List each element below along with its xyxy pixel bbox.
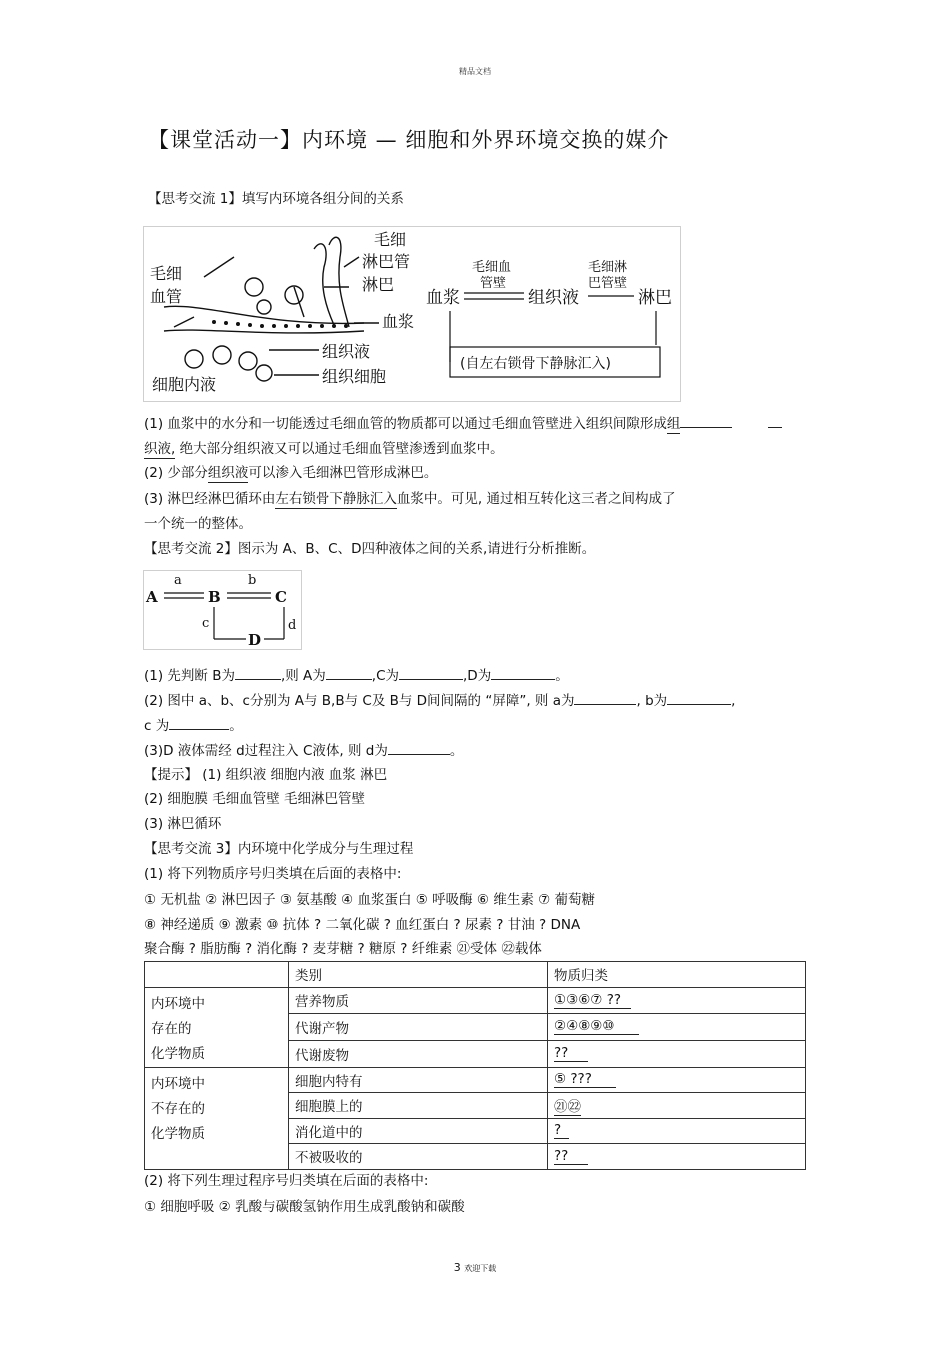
category-cell: 营养物质 [289,987,548,1014]
cell-circle [213,346,231,364]
answer-cell [548,1014,806,1041]
fig-label: 毛细 [150,264,183,283]
answer-value: ①③⑥⑦ ?? [554,992,631,1009]
s2-q2: (2) 图中 a、b、c分别为 A与 B,B与 C及 B与 D间间隔的 “屏障”, 则 a为 , b为 , [144,693,736,709]
group-cell-exists: 内环境中 存在的 化学物质 [145,987,289,1067]
fig-label: 毛细 [374,230,407,249]
answer-value: ㉑㉒ [554,1095,581,1116]
edge-a: a [174,573,182,588]
tip-line-1: 【提示】 (1) 组织液 细胞内液 血浆 淋巴 [144,767,388,783]
s1-line1: (1) 血浆中的水分和一切能透过毛细血管的物质都可以通过毛细血管壁进入组织间隙形成组 [144,414,782,434]
page-footer [0,1261,950,1274]
edge-c: c [202,616,210,631]
answer-cell [548,987,806,1014]
page-number: 3 [453,1261,461,1274]
s2-q1: (1) 先判断 B为 ,则 A为 ,C为 ,D为 。 [144,668,569,684]
answer-value: ? [554,1122,569,1139]
cell-circle [245,278,263,296]
answer-cell [548,1118,806,1144]
s1-line2: 织液, 绝大部分组织液又可以通过毛细血管壁渗透到血浆中。 [144,441,504,457]
fig-label: 血浆 [382,312,415,331]
node-c: C [275,588,287,606]
fig-label: 组织液 [322,342,371,361]
fig-label: 细胞内液 [152,375,217,394]
items-line-1: ① 无机盐 ② 淋巴因子 ③ 氨基酸 ④ 血浆蛋白 ⑤ 呼吸酶 ⑥ 维生素 ⑦ 葡萄糖 [144,892,596,908]
node-d: D [248,631,262,649]
figure-2-svg [144,571,301,649]
s3-q1: (1) 将下列物质序号归类填在后面的表格中: [144,866,402,882]
cell-circle [257,300,271,314]
lymph-capillary-line [329,237,349,327]
flow-node-tissue-fluid: 组织液 [528,288,579,308]
fig-label: 淋巴 [362,275,395,294]
flow-node-lymph: 淋巴 [638,288,672,308]
table-row [145,987,806,1014]
node-a: A [146,588,158,606]
cell-circle [256,365,272,381]
capillary-top [164,306,364,323]
figure-2-arrows [164,593,284,639]
footer-text: 欢迎下载 [464,1264,497,1273]
answer-cell [548,1067,806,1093]
category-cell: 消化道中的 [289,1118,548,1144]
capillary-bottom [164,330,364,333]
fig-label: 淋巴管 [362,252,411,271]
category-cell: 细胞膜上的 [289,1093,548,1119]
edge-b: b [248,573,257,588]
figure-1-svg [144,227,680,401]
group-cell-not-exists: 内环境中 不存在的 化学物质 [145,1067,289,1169]
flow-label: 巴管壁 [588,276,628,291]
classification-table [144,961,806,1170]
s1-line3: (2) 少部分组织液可以渗入毛细淋巴管形成淋巴。 [144,465,438,481]
page-header: 精品文档 [459,67,491,76]
table-header-cell: 物质归类 [548,962,806,988]
section-3-heading: 【思考交流 3】内环境中化学成分与生理过程 [144,841,414,857]
answer-cell [548,1040,806,1067]
tip-line-2: (2) 细胞膜 毛细血管壁 毛细淋巴管壁 [144,791,365,807]
figure-inner-environment [143,226,681,402]
node-b: B [208,588,221,606]
tip-line-3: (3) 淋巴循环 [144,816,222,832]
arrow-line [204,257,234,277]
lymph-capillary-line [314,244,334,325]
category-cell: 代谢废物 [289,1040,548,1067]
answer-cell [548,1144,806,1170]
section-2-heading: 【思考交流 2】图示为 A、B、C、D四种液体之间的关系,请进行分析推断。 [144,541,596,557]
s1-line4: (3) 淋巴经淋巴循环由左右锁骨下静脉汇入血浆中。可见, 通过相互转化这三者之间构成了 [144,491,676,507]
category-cell: 代谢产物 [289,1014,548,1041]
flow-label: 管壁 [480,276,507,291]
flow-node-plasma: 血浆 [426,288,460,308]
answer-cell [548,1093,806,1119]
items-line-4: ① 细胞呼吸 ② 乳酸与碳酸氢钠作用生成乳酸钠和碳酸 [144,1199,465,1215]
s2-q3: (3)D 液体需经 d过程注入 C液体, 则 d为 。 [144,743,464,759]
answer-value: ?? [554,1045,588,1062]
cell-circle [239,352,257,370]
answer-value: ⑤ ??? [554,1071,616,1088]
flow-label: 毛细淋 [588,260,628,275]
flow-note: (自左右锁骨下静脉汇入) [460,356,611,372]
plasma-dots [212,320,348,328]
s2-q2-cont: c 为 。 [144,718,243,734]
cell-circle [185,350,203,368]
category-cell: 细胞内特有 [289,1067,548,1093]
fig-label: 组织细胞 [322,367,387,386]
answer-value: ?? [554,1148,588,1165]
table-header-cell: 类别 [289,962,548,988]
arrow-line [344,257,359,267]
page-title: 【课堂活动一】内环境 — 细胞和外界环境交换的媒介 [148,128,670,152]
category-cell: 不被吸收的 [289,1144,548,1170]
table-row [145,1067,806,1093]
answer-value: ②④⑧⑨⑩ [554,1018,639,1035]
s1-line5: 一个统一的整体。 [144,516,252,532]
flow-label: 毛细血 [472,260,512,275]
figure-abcd [143,570,302,650]
s3-q2: (2) 将下列生理过程序号归类填在后面的表格中: [144,1173,429,1189]
table-header-cell [145,962,289,988]
edge-d: d [288,618,297,633]
table-header-row [145,962,806,988]
items-line-2: ⑧ 神经递质 ⑨ 激素 ⑩ 抗体 ? 二氧化碳 ? 血红蛋白 ? 尿素 ? 甘油 ? DNA [144,917,581,933]
items-line-3: 聚合酶 ? 脂肪酶 ? 消化酶 ? 麦芽糖 ? 糖原 ? 纤维素 ㉑受体 ㉒载体 [144,941,542,957]
section-1-heading: 【思考交流 1】填写内环境各组分间的关系 [148,191,404,207]
fig-label: 血管 [150,287,183,306]
arrow-line [174,317,194,327]
